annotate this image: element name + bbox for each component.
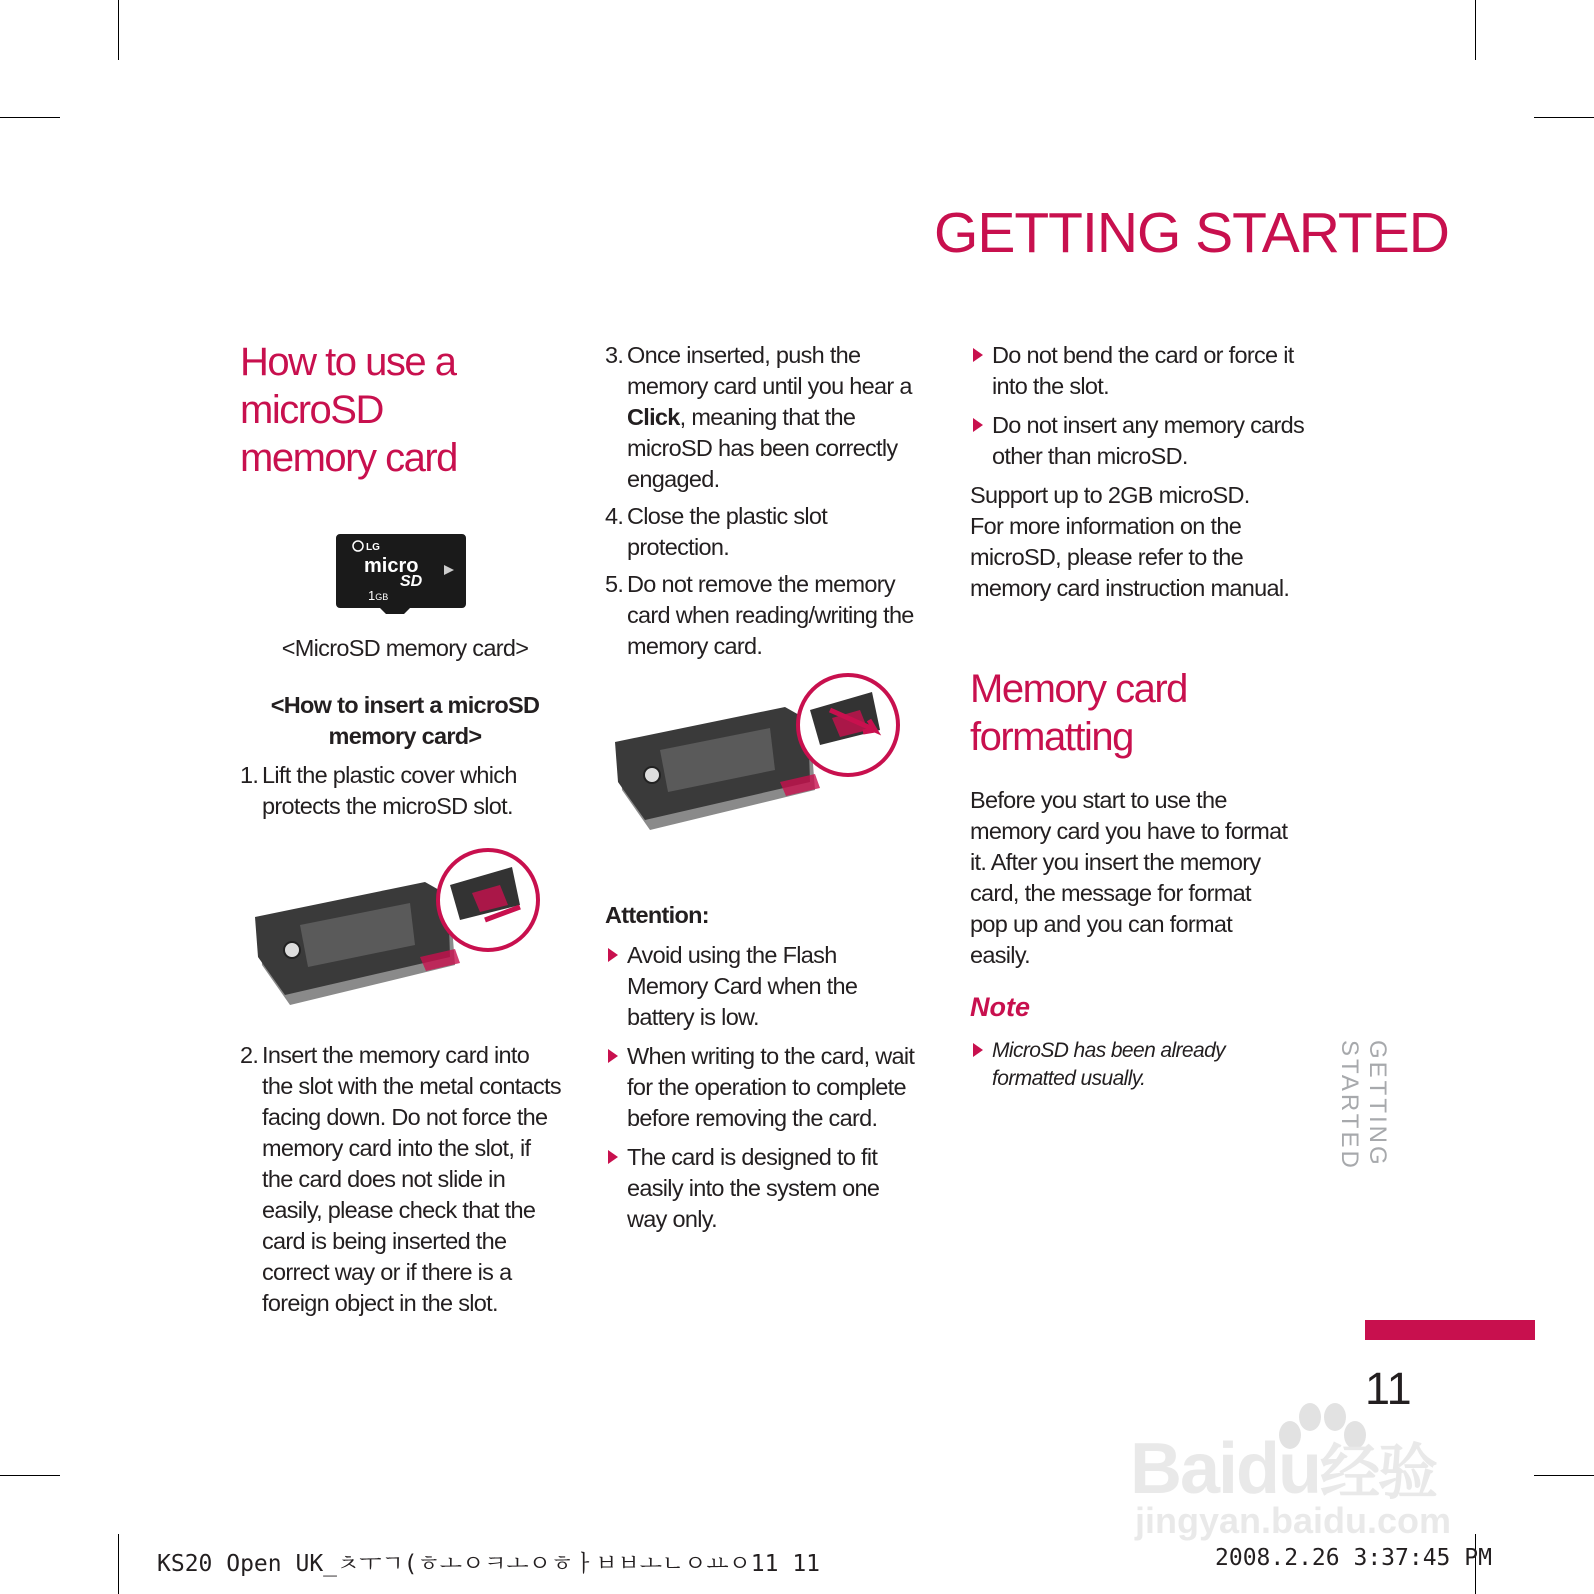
card-caption: <MicroSD memory card> — [281, 635, 529, 661]
phone-insert-illustration — [250, 845, 550, 1030]
page-number: 11 — [1365, 1363, 1412, 1414]
step-number: 3. — [605, 342, 624, 368]
watermark-brand-a: Bai — [1130, 1429, 1237, 1509]
bullet-triangle-icon — [973, 348, 983, 362]
insert-heading-line: <How to insert a microSD — [270, 692, 540, 718]
note-label: Note — [970, 992, 1030, 1022]
bullet-triangle-icon — [973, 418, 983, 432]
attention-text: Avoid using the Flash Memory Card when the battery is low. — [627, 942, 858, 1030]
step-2 — [240, 1040, 565, 1325]
page-tab-bar — [1365, 1320, 1535, 1340]
card-capacity-num: 1 — [368, 588, 376, 603]
step-3 — [605, 340, 915, 495]
step-text-after: , meaning that the microSD has been correctly engaged. — [627, 404, 898, 492]
step-1 — [240, 760, 540, 828]
heading-line: How to use a — [240, 340, 456, 384]
watermark-cn: 经验 — [1320, 1439, 1437, 1506]
crop-mark — [1534, 1475, 1594, 1476]
support-line: For more information on the — [970, 513, 1242, 539]
support-line: memory card instruction manual. — [970, 575, 1290, 601]
side-tab-label: GETTING STARTED — [1336, 1040, 1391, 1171]
microsd-card-image — [330, 530, 470, 616]
crop-mark — [118, 1534, 119, 1594]
note-text: MicroSD has been already formatted usually. — [992, 1039, 1226, 1090]
heading-line: Memory card — [970, 667, 1187, 711]
card-brand: LG — [366, 542, 380, 553]
warning-list — [970, 340, 1310, 480]
heading-line: memory card — [240, 436, 457, 480]
warning-text: Do not bend the card or force it into the slot. — [992, 342, 1294, 399]
step-number: 1. — [240, 762, 259, 788]
section-heading-microsd — [240, 338, 540, 482]
step-4 — [605, 501, 915, 563]
insert-heading — [240, 690, 570, 752]
bullet-triangle-icon — [608, 1049, 618, 1063]
step-text: Insert the memory card into the slot with the metal contacts facing down. Do not force the memory card into the slot, if the card does not slide in easily, please check that the card is being inserted the correct way or if there is a foreign object in the slot. — [262, 1042, 561, 1316]
phone-push-illustration — [610, 670, 910, 855]
note-list — [970, 1037, 1270, 1101]
chapter-title: GETTING STARTED — [934, 201, 1449, 265]
card-logo-bottom: SD — [400, 573, 423, 590]
section-heading-formatting — [970, 665, 1310, 761]
click-word: Click — [627, 404, 680, 430]
bullet-triangle-icon — [973, 1043, 983, 1057]
step-number: 2. — [240, 1042, 259, 1068]
attention-list — [605, 940, 915, 1243]
crop-mark — [0, 1475, 60, 1476]
bullet-triangle-icon — [608, 1150, 618, 1164]
heading-line: formatting — [970, 715, 1133, 759]
support-line: microSD, please refer to the — [970, 544, 1243, 570]
warning-text: Do not insert any memory cards other than microSD. — [992, 412, 1305, 469]
watermark-brand-b: du — [1236, 1429, 1321, 1509]
format-paragraph: Before you start to use the memory card you have to format it. After you insert the memory card, the message for format pop up and you can format easily. — [970, 787, 1288, 968]
attention-item — [605, 1142, 915, 1235]
attention-text: The card is designed to fit easily into the system one way only. — [627, 1144, 880, 1232]
step-text: Lift the plastic cover which protects the microSD slot. — [262, 762, 517, 819]
crop-mark — [1475, 0, 1476, 60]
card-capacity-unit: GB — [375, 592, 389, 602]
watermark-url: jingyan.baidu.com — [1135, 1500, 1452, 1541]
step-text: Close the plastic slot protection. — [627, 503, 828, 560]
attention-label: Attention: — [605, 902, 709, 928]
support-line: Support up to 2GB microSD. — [970, 482, 1250, 508]
footer-left: KS20 Open UK_ㅊㅜㄱ(ㅎㅗㅇㅋㅗㅇㅎㅏㅂㅂㅗㄴㅇㅛㅇ11 11 — [157, 1551, 821, 1577]
step-number: 4. — [605, 503, 624, 529]
crop-mark — [118, 0, 119, 60]
step-number: 5. — [605, 571, 624, 597]
crop-mark — [1534, 117, 1594, 118]
attention-item — [605, 1041, 915, 1134]
step-text-before: Once inserted, push the memory card until you hear a — [627, 342, 912, 399]
attention-text: When writing to the card, wait for the operation to complete before removing the card. — [627, 1043, 915, 1131]
bullet-triangle-icon — [608, 948, 618, 962]
crop-mark — [0, 117, 60, 118]
warning-item — [970, 340, 1310, 402]
step-5 — [605, 569, 915, 662]
warning-item — [970, 410, 1310, 472]
heading-line: microSD — [240, 388, 383, 432]
footer-right: 2008.2.26 3:37:45 PM — [1215, 1545, 1492, 1571]
support-info — [970, 480, 1320, 604]
step-text: Do not remove the memory card when reading/writing the memory card. — [627, 571, 914, 659]
attention-item — [605, 940, 915, 1033]
insert-heading-line: memory card> — [328, 723, 482, 749]
steps-column-2 — [605, 340, 915, 668]
note-item — [970, 1037, 1270, 1093]
card-logo-top: micro — [364, 555, 419, 577]
baidu-watermark — [1130, 1395, 1500, 1541]
